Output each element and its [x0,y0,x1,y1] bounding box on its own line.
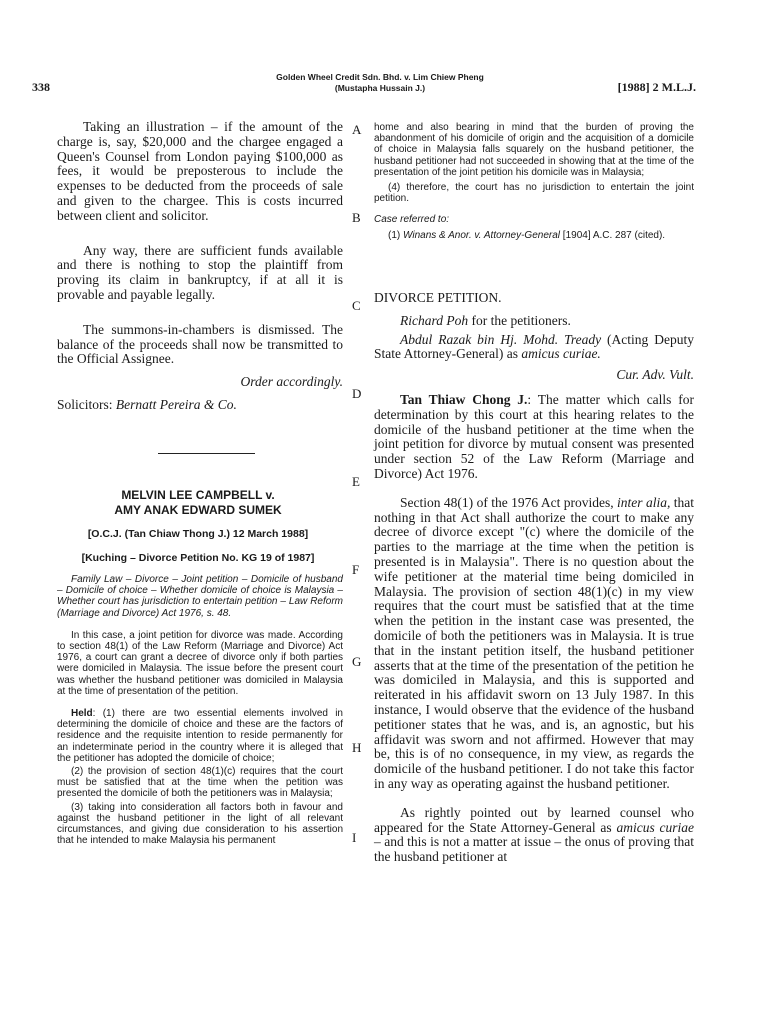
petition-line: [Kuching – Divorce Petition No. KG 19 of 1987] [81,552,315,564]
paragraph: The summons-in-chambers is dismissed. The balance of the proceeds shall now be transmitted to the Official Assignee. [57,321,343,367]
solicitors-line [57,398,343,413]
paragraph: Any way, there are sufficient funds available and there is nothing to stop the plaintiff from proving its claim in bankruptcy, if at all it is provable and payable legally. [57,242,343,302]
held-label: Held [71,708,93,720]
counsel-role: for the petitioners. [468,312,571,328]
counsel-role: (Acting Deputy State Attorney-General) as [374,331,694,362]
citation-year: [1988] [617,80,650,94]
margin-marker: I [352,830,357,845]
amicus-label: amicus curiae. [521,346,601,362]
held-3: (3) taking into consideration all factors both in favour and against the husband petitioner in the light of all relevant circumstances, and giving due consideration to his assertion that he intended to make Malaysia his permanent [57,801,343,847]
citation-report: 2 M.L.J. [652,80,696,94]
margin-marker: B [352,210,361,225]
held-1 [57,708,343,764]
case-citation: [1904] A.C. 287 (cited). [560,229,666,241]
solicitors-label: Solicitors: [57,396,116,412]
running-header-judge: (Mustapha Hussain J.) [334,83,426,93]
judgment-paragraph-1 [374,393,694,482]
case-title [60,488,336,518]
amicus-curiae: amicus curiae [616,819,695,835]
margin-marker: E [352,474,360,489]
counsel-name: Richard Poh [400,312,469,328]
judgment-paragraph-3 [374,806,694,865]
held-4: (4) therefore, the court has no jurisdiction to entertain the joint petition. [374,182,694,205]
margin-marker: F [352,562,360,577]
case-referred-1 [374,230,694,241]
order-line: Order accordingly. [240,374,343,390]
counsel-petitioners [374,314,694,329]
right-column-headnote [374,122,694,241]
running-header-case: Golden Wheel Credit Sdn. Bhd. v. Lim Chiew Pheng [276,72,484,82]
headnote-summary: In this case, a joint petition for divorce was made. According to section 48(1) of the Law Reform (Marriage and Divorce) Act 1976, a court can grant a decree of divorce only if both parties were domiciled in Malaysia. The issue before the present court was whether the husband petitioner was domiciled in Malaysia at the time of presentation of the petition. [57,629,343,697]
court-line: [O.C.J. (Tan Chiaw Thong J.) 12 March 1988] [87,528,309,540]
cur-adv-vult: Cur. Adv. Vult. [616,367,694,383]
case-number: (1) [388,229,403,241]
held-3-continued: home and also bearing in mind that the burden of proving the abandonment of his domicile of origin and the acquisition of a domicile of choice in Malaysia falls squarely on the husband petitioner, the husband petitioner had not succeeded in showing that at the time of the presentation of the joint petition his domicile was in Malaysia; [374,122,694,178]
judgment-paragraph-2 [374,496,694,792]
judge-name: Tan Thiaw Chong J. [400,391,528,407]
case-divider [158,453,255,454]
counsel-amicus [374,333,694,363]
margin-marker: D [352,386,362,401]
judgment-text: – and this is not a matter at issue – the onus of proving that the husband petitioner at [374,834,694,865]
solicitors-name: Bernatt Pereira & Co. [115,396,237,412]
right-column-judgment [374,291,694,865]
citation [618,80,696,95]
case-title-line: AMY ANAK EDWARD SUMEK [114,503,282,517]
judgment-text: that nothing in that Act shall authorize the court to make any decree of divorce except "(c) where the domicile of the parties to the marriage at the time when the petition is presented is in Malaysia". There is no question about the wife petitioner at the material time being domiciled in Malaysia. The provision of section 48(1)(c) in my view requires that the court must be satisfied that at the time when the petition in the instant case was presented, the domicile of both the petitioners was in Malaysia. It is true that in the instant petition itself, the husband petitioner asserts that at the time of the presentation of the petition he was domiciled in Malaysia, and this is supported and reiterated in his affidavit sworn on 13 July 1987. In this instance, I would observe that the evidence of the husband petitioner states that he was, and is, an agnostic, but his affidavit was sworn and not affirmed. However that may be, this is of no consequence, in my view, as regards the domicile of the husband petitioner. I do not take this factor in any way as operating against the husband petitioner. [374,494,694,791]
left-column-previous-case [57,120,343,413]
section-heading: DIVORCE PETITION. [374,290,502,305]
paragraph: Taking an illustration – if the amount of the charge is, say, $20,000 and the chargee engaged a Queen's Counsel from London paying $100,000 as fees, it would be preposterous to include the expenses to be deducted from the proceeds of sale and given to the chargee. This is costs incurred between client and solicitor. [57,119,343,223]
cases-referred-label: Case referred to: [374,214,450,226]
held-1-text: : (1) there are two essential elements involved in determining the domicile of choice and these are the factors of residence and the requisite intention to reside permanently for an indeterminate period in the country where it is alleged that the petitioner has adopted the domicile of choice; [57,708,343,764]
margin-marker: A [352,122,362,137]
headnote [57,574,343,846]
case-title-line: MELVIN LEE CAMPBELL v. [121,488,275,502]
margin-marker: C [352,298,361,313]
judgment-text: As rightly pointed out by learned counsel who appeared for the State Attorney-General as [374,804,694,835]
running-header [230,72,530,94]
margin-marker: G [352,654,362,669]
inter-alia: inter alia, [617,494,671,510]
case-name: Winans & Anor. v. Attorney-General [403,229,561,241]
page-number: 338 [32,80,50,94]
counsel-name: Abdul Razak bin Hj. Mohd. Tready [400,331,602,347]
held-2: (2) the provision of section 48(1)(c) requires that the court must be satisfied that at the time when the petition was presented the domicile of both the petitioners was in Malaysia; [57,766,343,800]
judgment-text: : The matter which calls for determination by this court at this hearing relates to the domicile of the husband petitioner at the time when the joint petition for divorce by mutual consent was presented under section 52 of the Law Reform (Marriage and Divorce) Act 1976. [374,391,695,481]
catchwords: Family Law – Divorce – Joint petition – Domicile of husband – Domicile of choice – Whether domicile of choice is Malaysia – Whether court has jurisdiction to entertain petition – Law Reform (Marriage and Divorce) Act 1976, s. 48. [57,574,343,619]
judgment-text: Section 48(1) of the 1976 Act provides, [400,494,618,510]
margin-marker: H [352,740,362,755]
